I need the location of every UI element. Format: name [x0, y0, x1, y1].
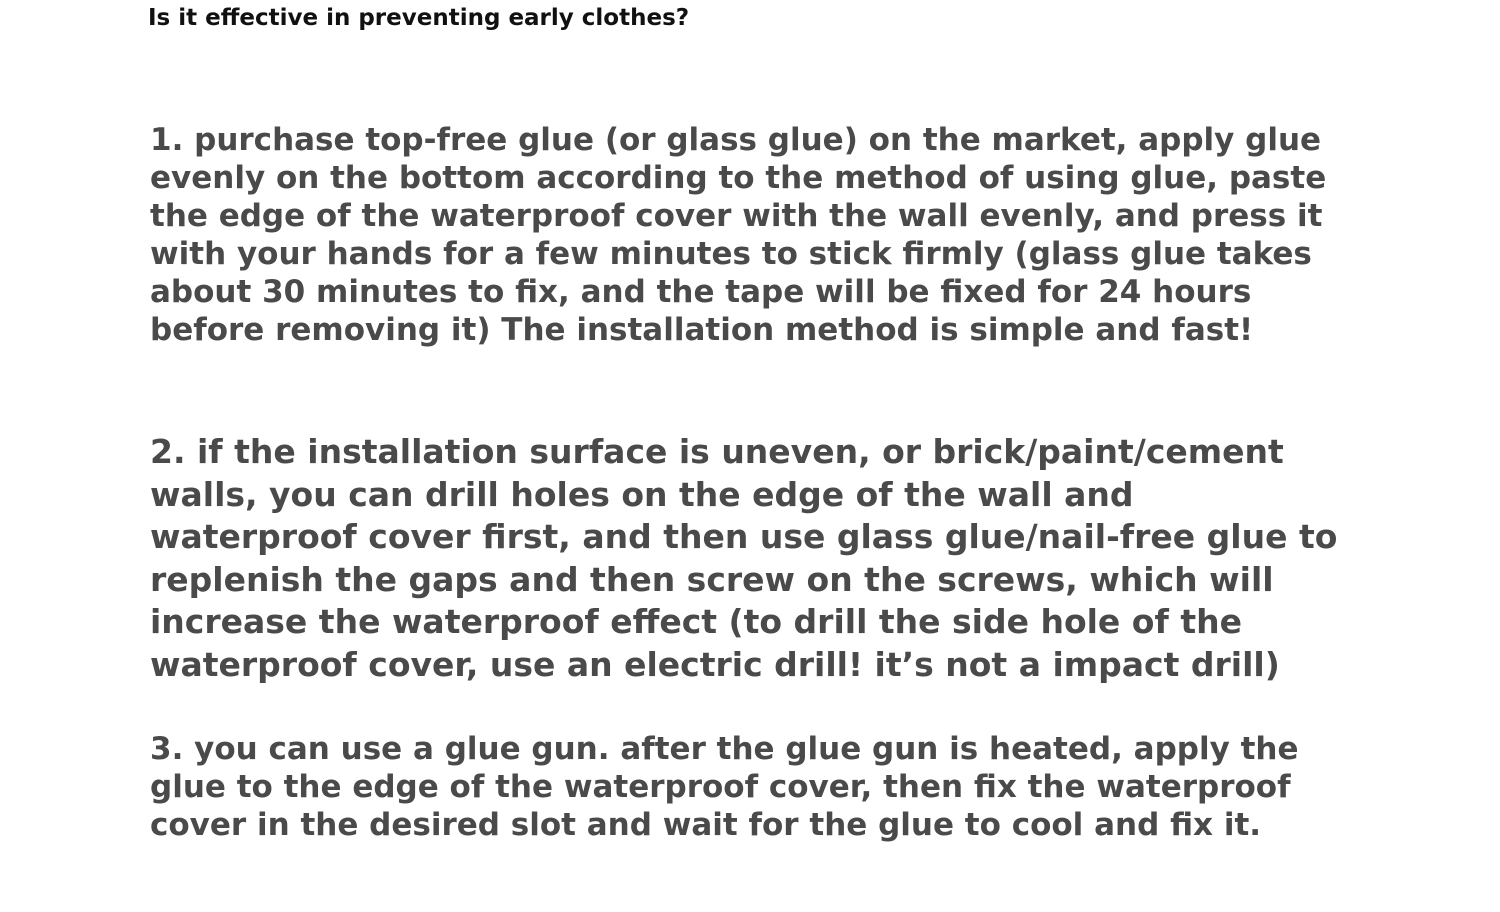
instruction-step-3: 3. you can use a glue gun. after the glue gun is heated, apply the glue to the edge of the waterproof cover, then fix the waterproof cover in the desired slot and wait for the glue to cool and fix it.: [150, 731, 1299, 843]
instruction-step-2: 2. if the installation surface is uneven, or brick/paint/cement walls, you can drill holes on the edge of the wall and waterproof cover first, and then use glass glue/nail-free glue to replenish the gaps and then screw on the screws, which will increase the waterproof effect (to drill the side hole of the waterproof cover, use an electric drill! it’s not a impact drill): [150, 432, 1338, 684]
instruction-step-1: 1. purchase top-free glue (or glass glue) on the market, apply glue evenly on the bottom according to the method of using glue, paste the edge of the waterproof cover with the wall evenly, and press it with your hands for a few minutes to stick firmly (glass glue takes about 30 minutes to fix, and the tape will be fixed for 24 hours before removing it) The installation method is simple and fast!: [150, 122, 1327, 348]
page-heading: Is it effective in preventing early clothes?: [148, 5, 690, 31]
